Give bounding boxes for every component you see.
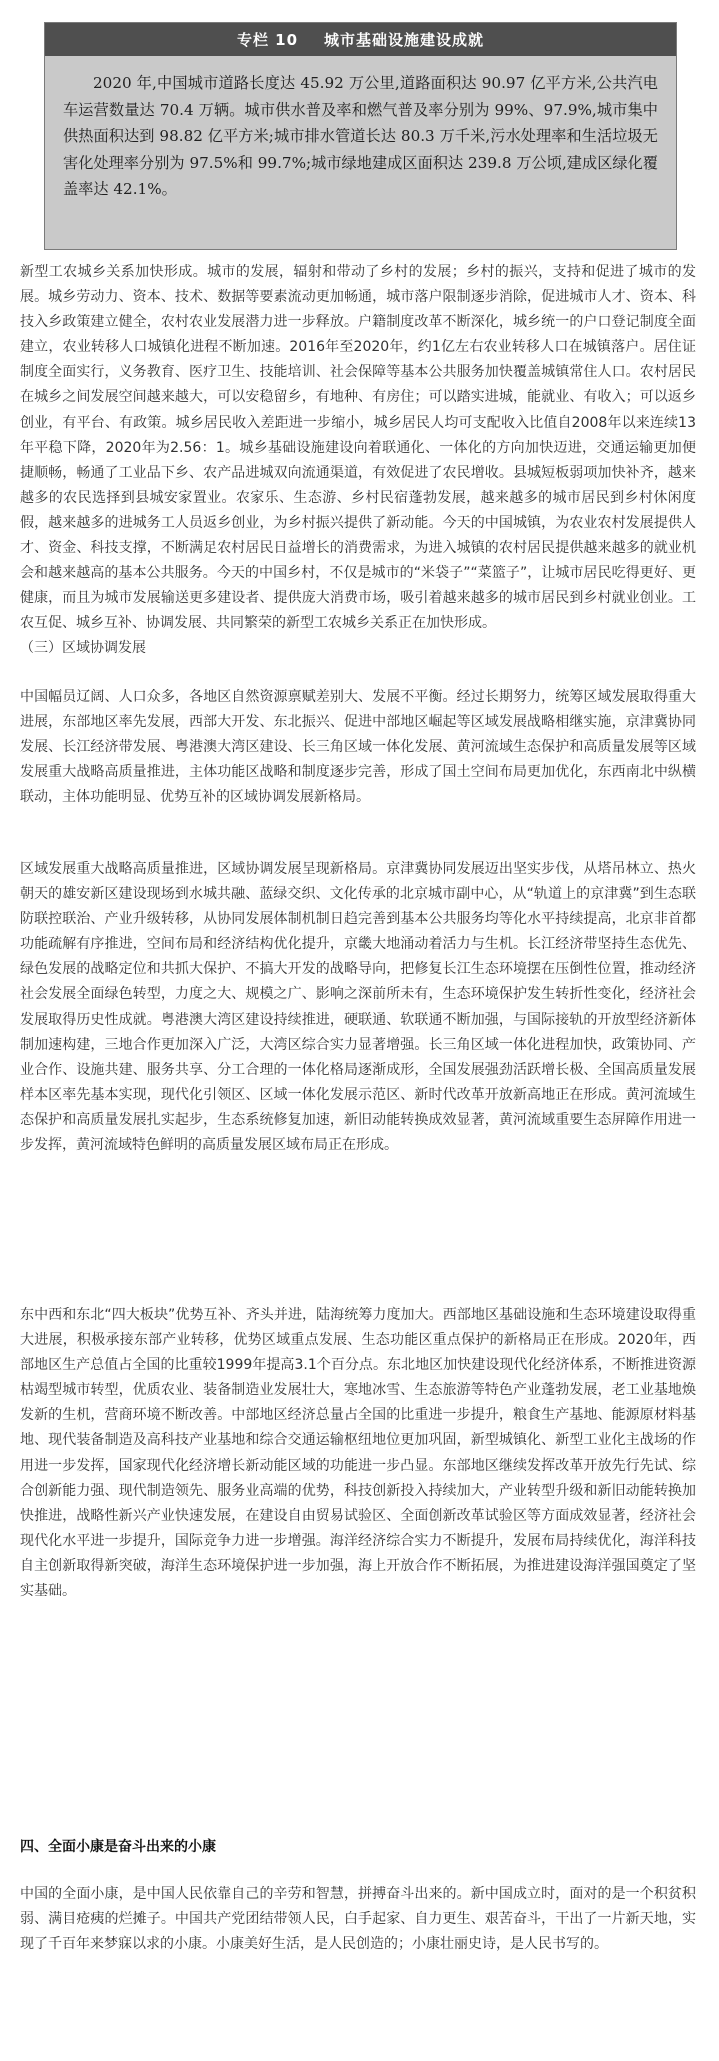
- sidebar-header: [45, 23, 676, 56]
- sidebar-tag: 专栏 10: [236, 31, 299, 49]
- paragraph-regional-overview: 中国幅员辽阔、人口众多，各地区自然资源禀赋差别大、发展不平衡。经过长期努力，统筹区域发展取得重大进展，东部地区率先发展，西部大开发、东北振兴、促进中部地区崛起等区域发展战略相继实施，京津冀协同发展、长江经济带发展、粤港澳大湾区建设、长三角区域一体化发展、黄河流域生态保护和高质量发展等区域发展重大战略高质量推进，主体功能区战略和制度逐步完善，形成了国土空间布局更加优化，东西南北中纵横联动，主体功能明显、优势互补的区域协调发展新格局。: [20, 689, 696, 806]
- paragraph-urban-rural-relations: 新型工农城乡关系加快形成。城市的发展，辐射和带动了乡村的发展；乡村的振兴，支持和促进了城市的发展。城乡劳动力、资本、技术、数据等要素流动更加畅通，城市落户限制逐步消除，促进城市人才、资本、科技入乡政策建立健全，农村农业发展潜力进一步释放。户籍制度改革不断深化，城乡统一的户口登记制度全面建立，农业转移人口城镇化进程不断加速。2016年至2020年，约1亿左右农业转移人口在城镇落户。居住证制度全面实行，义务教育、医疗卫生、技能培训、社会保障等基本公共服务加快覆盖城镇常住人口。农村居民在城乡之间发展空间越来越大，可以安稳留乡，有地种、有房住；可以踏实进城，能就业、有收入；可以返乡创业，有平台、有政策。城乡居民收入差距进一步缩小，城乡居民人均可支配收入比值自2008年以来连续13年平稳下降，2020年为2.56：1。城乡基础设施建设向着联通化、一体化的方向加快迈进，交通运输更加便捷顺畅，畅通了工业品下乡、农产品进城双向流通渠道，有效促进了农民增收。县城短板弱项加快补齐，越来越多的农民选择到县城安家置业。农家乐、生态游、乡村民宿蓬勃发展，越来越多的城市居民到乡村休闲度假，越来越多的进城务工人员返乡创业，为乡村振兴提供了新动能。今天的中国城镇，为农业农村发展提供人才、资金、科技支撑，不断满足农村居民日益增长的消费需求，为进入城镇的农村居民提供越来越多的就业机会和越来越高的基本公共服务。今天的中国乡村，不仅是城市的“米袋子”“菜篮子”，让城市居民吃得更好、更健康，而且为城市发展输送更多建设者、提供庞大消费市场，吸引着越来越多的城市居民到乡村就业创业。工农互促、城乡互补、协调发展、共同繁荣的新型工农城乡关系正在加快形成。: [20, 264, 696, 632]
- paragraph-four-regions: 东中西和东北“四大板块”优势互补、齐头并进，陆海统筹力度加大。西部地区基础设施和生态环境建设取得重大进展，积极承接东部产业转移，优势区域重点发展、生态功能区重点保护的新格局正在形成。2020年，西部地区生产总值占全国的比重较1999年提高3.1个百分点。东北地区加快建设现代化经济体系，不断推进资源枯竭型城市转型，优质农业、装备制造业发展壮大，寒地冰雪、生态旅游等特色产业蓬勃发展，老工业基地焕发新的生机，营商环境不断改善。中部地区经济总量占全国的比重进一步提升，粮食生产基地、能源原材料基地、现代装备制造及高科技产业基地和综合交通运输枢纽地位更加巩固，新型城镇化、新型工业化主战场的作用进一步发挥，国家现代化经济增长新动能区域的功能进一步凸显。东部地区继续发挥改革开放先行先试、综合创新能力强、现代制造领先、服务业高端的优势，科技创新投入持续加大，产业转型升级和新旧动能转换加快推进，战略性新兴产业快速发展，在建设自由贸易试验区、全面创新改革试验区等方面成效显著，经济社会现代化水平进一步提升，国际竞争力进一步增强。海洋经济综合实力不断提升，发展布局持续优化，海洋科技自主创新取得新突破，海洋生态环境保护进一步加强，海上开放合作不断拓展，为推进建设海洋强国奠定了坚实基础。: [20, 1307, 696, 1600]
- sidebar-title: 城市基础设施建设成就: [324, 31, 485, 49]
- paragraph-moderate-prosperity: 中国的全面小康，是中国人民依靠自己的辛劳和智慧，拼搏奋斗出来的。新中国成立时，面对的是一个积贫积弱、满目疮痍的烂摊子。中国共产党团结带领人民，白手起家、自力更生、艰苦奋斗，干出了一片新天地，实现了千百年来梦寐以求的小康。小康美好生活，是人民创造的；小康壮丽史诗，是人民书写的。: [20, 1886, 696, 1953]
- paragraph-regional-strategies: 区域发展重大战略高质量推进，区域协调发展呈现新格局。京津冀协同发展迈出坚实步伐，从塔吊林立、热火朝天的雄安新区建设现场到水城共融、蓝绿交织、文化传承的北京城市副中心，从“轨道上的京津冀”到生态联防联控联治、产业升级转移，从协同发展体制机制日趋完善到基本公共服务均等化水平持续提高，北京非首都功能疏解有序推进，空间布局和经济结构优化提升，京畿大地涌动着活力与生机。长江经济带坚持生态优先、绿色发展的战略定位和共抓大保护、不搞大开发的战略导向，把修复长江生态环境摆在压倒性位置，推动经济社会发展全面绿色转型，力度之大、规模之广、影响之深前所未有，生态环境保护发生转折性变化，经济社会发展取得历史性成就。粤港澳大湾区建设持续推进，硬联通、软联通不断加强，与国际接轨的开放型经济新体制加速构建，三地合作更加深入广泛，大湾区综合实力显著增强。长三角区域一体化进程加快，政策协同、产业合作、设施共建、服务共享、分工合理的一体化格局逐渐成形，全国发展强劲活跃增长极、全国高质量发展样本区率先基本实现，现代化引领区、区域一体化发展示范区、新时代改革开放新高地正在形成。黄河流域生态保护和高质量发展扎实起步，生态系统修复加速，新旧动能转换成效显著，黄河流域重要生态屏障作用进一步发挥，黄河流域特色鲜明的高质量发展区域布局正在形成。: [20, 861, 696, 1154]
- section-heading-regional: （三）区域协调发展: [20, 640, 146, 656]
- sidebar-box-city-infrastructure: [44, 22, 677, 250]
- section-heading-four: 四、全面小康是奋斗出来的小康: [20, 1839, 216, 1855]
- sidebar-body-text: 2020 年,中国城市道路长度达 45.92 万公里,道路面积达 90.97 亿平方米,公共汽电车运营数量达 70.4 万辆。城市供水普及率和燃气普及率分别为 99%、97.9%,城市集中供热面积达到 98.82 亿平方米;城市排水管道长达 80.3 万千米,污水处理率和生活垃圾无害化处理率分别为 97.5%和 99.7%;城市绿地建成区面积达 239.8 万公顷,建成区绿化覆盖率达 42.1%。: [63, 74, 658, 198]
